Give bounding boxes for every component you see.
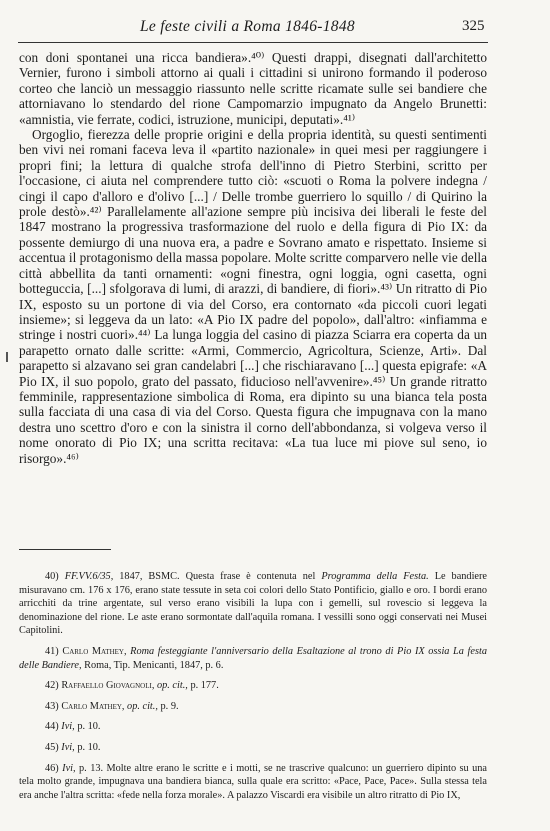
footnote-text: p. 9. — [157, 700, 179, 712]
footnote-title: op. cit., — [154, 680, 188, 692]
footnote-marker: 46) — [45, 762, 59, 774]
page-header — [0, 18, 550, 38]
footnote-text: p. 13. Molte altre erano le scritte e i motti, se ne trascrive qualcuno: un guerriero dipinto su una tela molto grande, impugnava una bandiera bianca, sulla quale era scritto: «Pace, Pace, Pace». Sulla stessa tela era anche l'altra scritta: «fede nella forza morale». A palazzo Viscardi era visibile un altro ritratto di Pio IX, — [19, 762, 488, 801]
footnote-source: FF.VV.6/35, — [64, 571, 114, 582]
footnote-text: p. 10. — [74, 721, 101, 733]
footnote-title: Ivi, — [58, 762, 76, 774]
footnote-43 — [19, 700, 487, 714]
footnote-title: Ivi, — [58, 741, 75, 753]
paragraph-2: Orgoglio, fierezza delle proprie origini e della propria identità, su questi sentimenti ben vivi nei romani faceva leva il «partito nazionale» in quei mesi per raggiungere i propri fini; la lettura di qualche strofa dell'inno di Pietro Sterbini, scritto per l'occasione, ci aiuta nel comprendere tutto ciò: «scuoti o Roma la polvere indegna / cingi il capo d'alloro e d'olivo [...] / Delle trombe guerriero lo squillo / di Quirino la prole destò».⁴²⁾ Parallelamente all'azione sempre più incisiva dei liberali le feste del 1847 mostrano la progressiva trasformazione del ruolo e della figura di Pio IX: da possente demiurgo di una nuova era, a padre e Sovrano amato e rispettato. Insieme si accentua il protagonismo della massa popolare. Molte scritte comparvero nelle vie della città abbellita da tanti ornamenti: «ogni finestra, ogni loggia, ogni casetta, ogni botteguccia, [...] sfolgorava di lumi, di arazzi, di bandiere, di fiori».⁴³⁾ Un ritratto di Pio IX, esposto su un portone di via del Corso, era contornato «da piccoli cuori legati insieme»; si leggeva da un lato: «A Pio IX padre del popolo», dall'altro: «infiamma e stringe i nostri cuori».⁴⁴⁾ La lunga loggia del casino di piazza Sciarra era coperta da un parapetto ornato dalle scritte: «Armi, Commercio, Agricoltura, Scienze, Arti». Dal parapetto si alzavano sei gran candelabri [...] che rischiaravano [...] questa epigrafe: «A Pio IX, il suo popolo, grato del passato, fiducioso nell'avvenire».⁴⁵⁾ Un grande ritratto femminile, rappresentazione simbolica di Roma, era dipinto su una bianca tela posta sulla facciata di una casa di via del Corso. Questa figura che impugnava con la mano destra uno scettro d'oro e con la sinistra il corno dell'abbondanza, si volgeva verso il nome onorato di Pio IX; una scritta recitava: «La tua luce mi piove sul seno, io risorgo».⁴⁶⁾ — [19, 127, 487, 466]
footnote-marker: 42) — [45, 680, 59, 692]
footnote-41 — [19, 645, 487, 672]
footnote-author: Carlo Mathey, — [62, 645, 127, 657]
footnote-marker: 45) — [45, 741, 59, 753]
footnote-marker: 41) — [45, 645, 59, 657]
footnote-45 — [19, 741, 487, 755]
footnote-title: Programma della Festa. — [321, 571, 429, 582]
footnote-marker: 43) — [45, 700, 59, 712]
footnote-text: Roma, Tip. Menicanti, 1847, p. 6. — [81, 659, 224, 671]
footnote-author: Raffaello Giovagnoli, — [61, 680, 155, 692]
footnote-42 — [19, 679, 487, 693]
footnotes — [19, 570, 487, 802]
page-number: 325 — [462, 18, 485, 34]
footnote-title: Ivi, — [58, 721, 75, 733]
footnote-marker: 40) — [45, 571, 59, 582]
running-title: Le feste civili a Roma 1846-1848 — [140, 18, 355, 35]
footnote-text: p. 10. — [74, 741, 101, 753]
footnote-46 — [19, 762, 487, 803]
paragraph-1: con doni spontanei una ricca bandiera».⁴⁰⁾ Questi drappi, disegnati dall'architetto Vernier, furono i simboli attorno ai quali i cittadini si unirono formando il poderoso corteo che lanciò un messaggio riassunto nelle scritte ricamate sulle sei bandiere che attorniavano lo stendardo del rione Campomarzio impugnato da Angelo Brunetti: «amnistia, vie ferrate, codici, istruzione, municipi, deputati».⁴¹⁾ — [19, 50, 487, 127]
footnote-text: Le bandiere misuravano cm. 176 x 176, erano state tessute in seta coi colori dello Stato Pontificio, giallo e oro. I bordi erano arricchiti da trine argentate, sul verso erano visibili la lupa con i gemelli, sul rovescio si leggeva la denominazione del rione. Le aste erano sormontate dall'aquila romana. I vessilli sono oggi conservati nei Musei Capitolini. — [19, 571, 487, 637]
footnote-title: op. cit., — [124, 700, 158, 712]
footnote-rule — [19, 549, 111, 550]
main-text — [19, 50, 487, 466]
header-rule — [18, 42, 488, 43]
footnote-marker: 44) — [45, 721, 59, 733]
footnote-40 — [19, 570, 487, 638]
footnote-title: Roma festeggiante l'anniversario della Esaltazione al trono di Pio IX ossia La festa delle Bandiere, — [19, 645, 487, 671]
footnote-text: 1847, BSMC. Questa frase è contenuta nel — [113, 571, 322, 582]
footnote-author: Carlo Mathey, — [61, 700, 125, 712]
footnote-text: p. 177. — [187, 680, 219, 692]
margin-mark — [6, 352, 8, 362]
footnote-44 — [19, 720, 487, 734]
